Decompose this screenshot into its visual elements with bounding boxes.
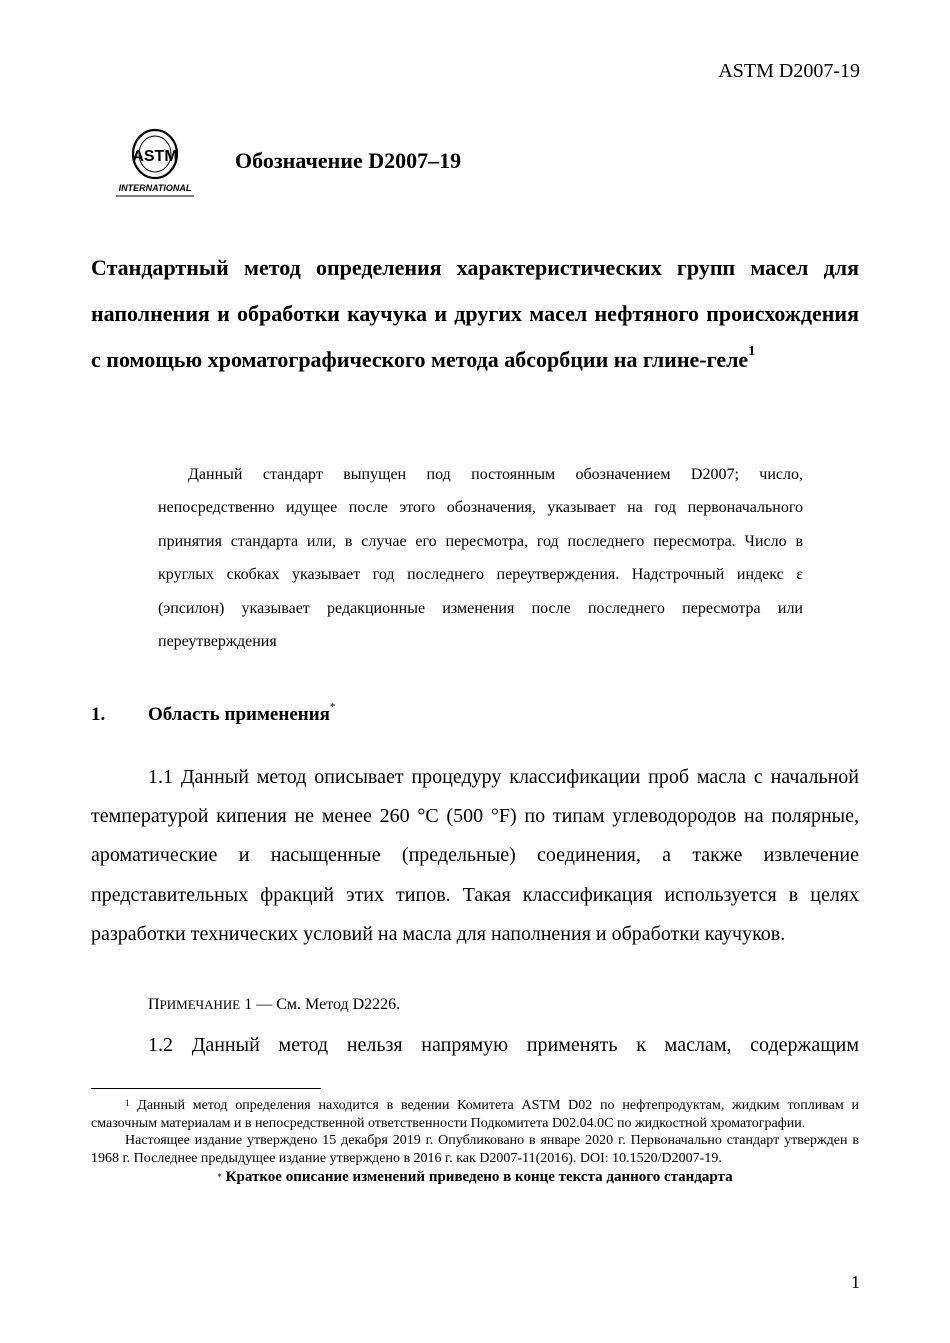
- header-standard-code: ASTM D2007-19: [718, 60, 860, 82]
- paragraph-1-1: 1.1 Данный метод описывает процедуру классификации проб масла с начальной температурой кипения не менее 260 °C (500 °F) по типам углеводородов на полярные, ароматические и насыщенные (предельные) соединения, а также извлечение представительных фракций этих типов. Такая классификация используется в целях разработки технических условий на масла для наполнения и обработки каучуков.: [91, 766, 859, 945]
- note-text: 1 — См. Метод D2226.: [244, 996, 401, 1013]
- paragraph-1-2: 1.2 Данный метод нельзя напрямую применять к маслам, содержащим: [148, 1034, 859, 1056]
- footnote-1-text: Данный метод определения находится в ведении Комитета ASTM D02 по нефтепродуктам, жидким топливам и смазочным материалам и в непосредственной ответственности Подкомитета D02.04.0C по жидкостной хроматографии.: [91, 1098, 859, 1131]
- page-number: 1: [851, 1272, 860, 1292]
- footnote-star-mark: *: [217, 1172, 222, 1182]
- section-title-mark: *: [329, 701, 336, 713]
- title-footnote-ref: 1: [748, 344, 756, 359]
- designation-heading: Обозначение D2007–19: [235, 148, 462, 173]
- section-title: [148, 701, 336, 726]
- note-label: ПРИМЕЧАНИЕ: [148, 996, 241, 1013]
- footnote-1: [91, 1097, 859, 1132]
- footnotes: [91, 1097, 859, 1202]
- section-title-text: Область применения: [148, 704, 330, 725]
- footnote-1-edition: Настоящее издание утверждено 15 декабря 2019 г. Опубликовано в январе 2020 г. Первоначально стандарт утвержден в 1968 г. Последнее предыдущее издание утверждено в 2016 г. как D2007-11(2016). DOI: 10.1520/D2007-19.: [91, 1133, 859, 1166]
- astm-logo: [112, 128, 198, 200]
- note-label-first: П: [148, 996, 160, 1013]
- document-title: [91, 245, 859, 383]
- logo-text: ASTM: [132, 148, 178, 165]
- preamble: Данный стандарт выпущен под постоянным обозначением D2007; число, непосредственно идущее после этого обозначения, указывает на год первоначального принятия стандарта или, в случае его пересмотра, год последнего пересмотра. Число в круглых скобках указывает год последнего переутверждения. Надстрочный индекс ε (эпсилон) указывает редакционные изменения после последнего пересмотра или переутверждения: [158, 466, 803, 651]
- footnote-1-mark: 1: [125, 1098, 130, 1108]
- title-text: Стандартный метод определения характеристических групп масел для наполнения и обработки каучука и других масел нефтяного происхождения с помощью хроматографического метода абсорбции на глине-геле: [91, 255, 859, 372]
- section-number: 1.: [91, 704, 106, 725]
- note-1: [148, 996, 400, 1014]
- footnote-star: [91, 1169, 859, 1187]
- logo-subtitle: INTERNATIONAL: [118, 183, 192, 193]
- footnote-separator: [91, 1088, 321, 1089]
- footnote-star-text: Краткое описание изменений приведено в конце текста данного стандарта: [225, 1169, 733, 1185]
